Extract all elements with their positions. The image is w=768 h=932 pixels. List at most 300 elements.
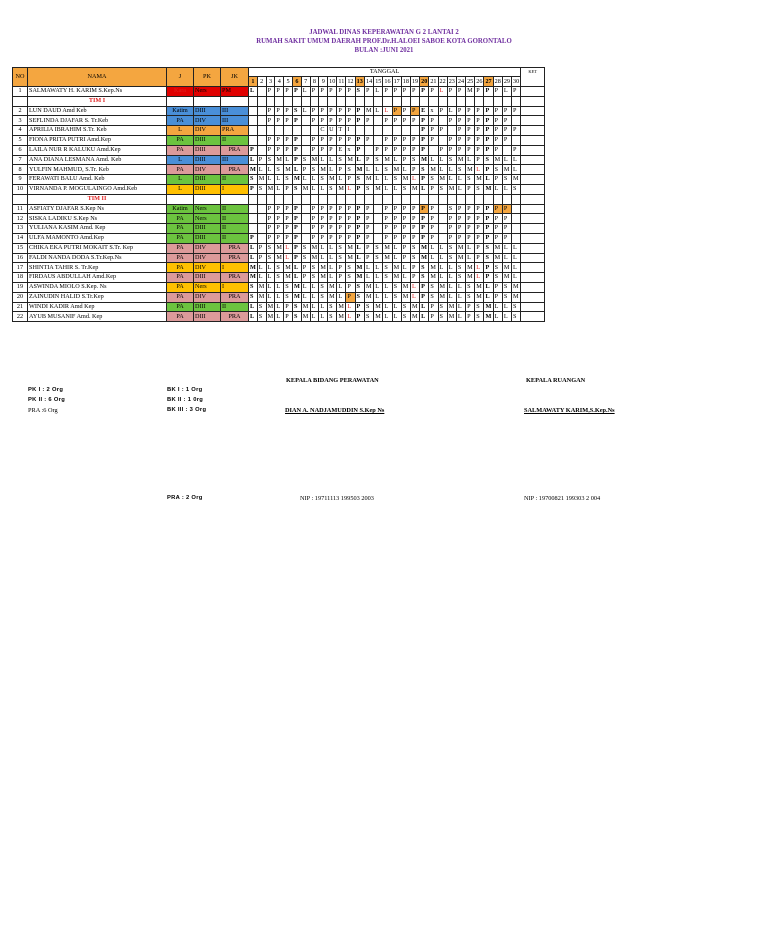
shift-cell: P bbox=[328, 233, 337, 243]
shift-cell: L bbox=[456, 292, 465, 302]
shift-cell: L bbox=[257, 273, 266, 283]
shift-cell: P bbox=[328, 214, 337, 224]
shift-cell: P bbox=[420, 175, 429, 185]
shift-cell: L bbox=[284, 243, 293, 253]
shift-cell: P bbox=[301, 165, 310, 175]
jenjang-cell: III bbox=[221, 116, 249, 126]
shift-cell: P bbox=[355, 224, 365, 234]
nurse-name: CHIKA EKA PUTRI MOKAIT S.Tr. Kep bbox=[28, 243, 167, 253]
row-number: 12 bbox=[13, 214, 28, 224]
shift-cell: P bbox=[392, 224, 401, 234]
pendidikan-cell: DIII bbox=[194, 233, 221, 243]
shift-cell: C bbox=[319, 126, 328, 136]
jenjang-cell: II bbox=[221, 175, 249, 185]
shift-cell bbox=[512, 135, 521, 145]
shift-cell: P bbox=[310, 87, 319, 97]
shift-cell: x bbox=[346, 145, 355, 155]
jabatan-cell: PA bbox=[167, 302, 194, 312]
shift-cell: L bbox=[249, 253, 258, 263]
shift-cell bbox=[438, 224, 447, 234]
shift-cell: S bbox=[319, 282, 328, 292]
shift-cell: S bbox=[292, 302, 301, 312]
shift-cell: L bbox=[292, 165, 301, 175]
shift-cell: S bbox=[284, 175, 293, 185]
jenjang-cell: PM bbox=[221, 87, 249, 97]
shift-cell: S bbox=[249, 282, 258, 292]
day-header: 16 bbox=[384, 77, 391, 85]
shift-cell: x bbox=[429, 106, 438, 116]
shift-cell: L bbox=[392, 253, 401, 263]
row-number: 14 bbox=[13, 233, 28, 243]
shift-cell: M bbox=[512, 282, 521, 292]
shift-cell: P bbox=[410, 204, 419, 214]
row-number: 15 bbox=[13, 243, 28, 253]
shift-cell: S bbox=[257, 312, 266, 322]
shift-cell: L bbox=[284, 253, 293, 263]
shift-cell: M bbox=[493, 253, 502, 263]
shift-cell: L bbox=[392, 302, 401, 312]
shift-cell: P bbox=[346, 116, 355, 126]
shift-cell: L bbox=[438, 155, 447, 165]
shift-cell: L bbox=[383, 106, 392, 116]
shift-cell: S bbox=[392, 292, 401, 302]
shift-cell: P bbox=[319, 145, 328, 155]
jenjang-cell: PRA bbox=[221, 126, 249, 136]
shift-cell: L bbox=[429, 253, 438, 263]
shift-cell: M bbox=[392, 165, 401, 175]
shift-cell: M bbox=[293, 175, 300, 183]
shift-cell: P bbox=[392, 135, 401, 145]
day-header: 26 bbox=[476, 77, 483, 85]
nurse-row bbox=[13, 165, 545, 175]
shift-cell: P bbox=[484, 87, 493, 97]
shift-cell: P bbox=[410, 165, 419, 175]
shift-cell bbox=[374, 214, 383, 224]
jabatan-cell: PA bbox=[167, 233, 194, 243]
shift-cell: L bbox=[374, 165, 383, 175]
shift-cell bbox=[249, 214, 258, 224]
shift-cell: L bbox=[346, 184, 355, 194]
header-nama: NAMA bbox=[28, 68, 167, 87]
shift-cell: S bbox=[328, 184, 337, 194]
shift-cell: P bbox=[292, 135, 301, 145]
shift-cell: P bbox=[420, 135, 429, 145]
shift-cell: P bbox=[466, 126, 475, 136]
shift-cell: P bbox=[493, 214, 502, 224]
shift-cell: P bbox=[456, 233, 465, 243]
shift-cell: L bbox=[420, 302, 429, 312]
shift-cell: P bbox=[392, 145, 401, 155]
shift-cell bbox=[301, 233, 310, 243]
day-header: 9 bbox=[319, 77, 328, 87]
shift-cell: P bbox=[275, 214, 284, 224]
jenjang-cell: II bbox=[221, 135, 249, 145]
shift-cell: I bbox=[346, 126, 355, 136]
shift-cell: M bbox=[293, 283, 300, 291]
shift-cell: L bbox=[310, 175, 319, 185]
shift-cell: M bbox=[485, 185, 492, 193]
shift-cell: L bbox=[301, 87, 310, 97]
shift-cell: P bbox=[310, 214, 319, 224]
shift-cell: P bbox=[337, 233, 346, 243]
shift-cell: P bbox=[420, 145, 429, 155]
jabatan-cell: PA bbox=[167, 116, 194, 126]
shift-cell: S bbox=[292, 106, 301, 116]
shift-cell: M bbox=[493, 243, 502, 253]
shift-cell: M bbox=[475, 175, 484, 185]
title-line-3: BULAN :JUNI 2021 bbox=[354, 47, 414, 54]
shift-cell: S bbox=[365, 302, 374, 312]
shift-cell: L bbox=[275, 184, 284, 194]
shift-cell: L bbox=[512, 155, 521, 165]
shift-cell: S bbox=[365, 312, 374, 322]
pendidikan-cell: DIV bbox=[194, 292, 221, 302]
bk1-count: BK I : 1 Org bbox=[167, 387, 203, 393]
shift-cell bbox=[374, 204, 383, 214]
row-number: 2 bbox=[13, 106, 28, 116]
shift-cell bbox=[383, 126, 392, 136]
day-header: 29 bbox=[503, 77, 511, 85]
shift-cell: L bbox=[512, 273, 521, 283]
shift-cell: L bbox=[249, 302, 258, 312]
shift-cell bbox=[257, 126, 266, 136]
shift-cell: S bbox=[346, 273, 355, 283]
shift-cell: P bbox=[475, 224, 484, 234]
shift-cell: P bbox=[328, 87, 337, 97]
shift-cell: P bbox=[346, 175, 355, 185]
shift-cell: S bbox=[337, 253, 346, 263]
shift-cell: M bbox=[429, 273, 438, 283]
shift-cell: P bbox=[484, 135, 493, 145]
nip-ruangan: NIP : 19700821 199303 2 004 bbox=[524, 495, 601, 502]
row-number: 19 bbox=[13, 282, 28, 292]
shift-cell: M bbox=[267, 185, 274, 193]
shift-cell: S bbox=[493, 263, 502, 273]
shift-cell: S bbox=[401, 184, 410, 194]
shift-cell: S bbox=[266, 243, 275, 253]
shift-cell: P bbox=[484, 263, 493, 273]
shift-cell: L bbox=[484, 282, 493, 292]
shift-cell: S bbox=[484, 155, 493, 165]
shift-cell: P bbox=[456, 87, 465, 97]
shift-cell bbox=[401, 126, 410, 136]
shift-cell: P bbox=[365, 87, 374, 97]
shift-cell: S bbox=[456, 165, 465, 175]
shift-cell: P bbox=[502, 224, 511, 234]
shift-cell: P bbox=[401, 224, 410, 234]
shift-cell: P bbox=[475, 155, 484, 165]
pendidikan-cell: DIII bbox=[194, 145, 221, 155]
shift-cell: P bbox=[410, 233, 419, 243]
schedule-title bbox=[0, 28, 768, 55]
shift-cell: L bbox=[319, 312, 328, 322]
shift-cell: P bbox=[337, 87, 346, 97]
shift-cell: L bbox=[275, 282, 284, 292]
shift-cell: P bbox=[410, 106, 419, 116]
shift-cell: P bbox=[420, 87, 429, 97]
day-header: 20 bbox=[421, 77, 428, 85]
nurse-name: YULIANA KASIM Amd. Kep bbox=[28, 224, 167, 234]
shift-cell: M bbox=[383, 243, 392, 253]
shift-cell: L bbox=[337, 292, 346, 302]
shift-cell: M bbox=[421, 155, 427, 163]
shift-cell: P bbox=[456, 204, 465, 214]
shift-cell: P bbox=[493, 106, 502, 116]
shift-cell: P bbox=[429, 233, 438, 243]
jenjang-cell: PRA bbox=[221, 273, 249, 283]
shift-cell: L bbox=[466, 155, 475, 165]
shift-cell: M bbox=[429, 263, 438, 273]
jenjang-cell: III bbox=[221, 155, 249, 165]
nurse-name: SISKA LADIKU S.Kep Ns bbox=[28, 214, 167, 224]
shift-cell: S bbox=[392, 175, 401, 185]
day-header: 23 bbox=[448, 77, 455, 85]
shift-cell: P bbox=[502, 106, 511, 116]
shift-cell: P bbox=[493, 126, 502, 136]
ket-cell bbox=[521, 87, 545, 97]
shift-cell: S bbox=[292, 184, 301, 194]
nurse-row bbox=[13, 204, 545, 214]
nurse-name: ZAINUDIN HALID S.Tr.Kep bbox=[28, 292, 167, 302]
shift-cell: M bbox=[311, 244, 318, 252]
shift-cell: T bbox=[337, 126, 346, 136]
shift-cell: S bbox=[456, 263, 465, 273]
shift-cell: P bbox=[401, 204, 410, 214]
shift-cell: L bbox=[365, 273, 374, 283]
shift-cell: P bbox=[429, 204, 438, 214]
pendidikan-cell: Ners bbox=[194, 282, 221, 292]
shift-cell: E bbox=[420, 106, 429, 116]
shift-cell: L bbox=[301, 292, 310, 302]
shift-cell: M bbox=[250, 273, 256, 281]
shift-cell: P bbox=[365, 224, 374, 234]
shift-cell: P bbox=[484, 116, 493, 126]
shift-cell: P bbox=[266, 87, 275, 97]
jenjang-cell: PRA bbox=[221, 253, 249, 263]
shift-cell: M bbox=[466, 165, 475, 175]
shift-cell: S bbox=[502, 292, 511, 302]
shift-cell: L bbox=[284, 155, 293, 165]
ket-cell bbox=[521, 165, 545, 175]
shift-cell: S bbox=[374, 253, 383, 263]
day-header: 24 bbox=[457, 77, 465, 85]
day-header: 28 bbox=[494, 77, 501, 85]
shift-cell: M bbox=[475, 282, 484, 292]
team-label: TIM I bbox=[28, 96, 167, 106]
shift-cell: S bbox=[301, 253, 310, 263]
shift-cell: P bbox=[310, 204, 319, 214]
shift-cell: P bbox=[284, 214, 293, 224]
shift-cell: L bbox=[249, 155, 258, 165]
shift-cell: S bbox=[374, 243, 383, 253]
shift-cell: P bbox=[429, 116, 438, 126]
day-header: 11 bbox=[338, 77, 345, 85]
shift-cell: M bbox=[328, 282, 337, 292]
shift-cell: L bbox=[392, 155, 401, 165]
nurse-name: SALMAWATY H. KARIM S.Kep.Ns bbox=[28, 87, 167, 97]
shift-cell: S bbox=[447, 253, 456, 263]
row-number: 3 bbox=[13, 116, 28, 126]
shift-cell bbox=[310, 126, 319, 136]
shift-cell: L bbox=[502, 87, 511, 97]
shift-cell: S bbox=[284, 292, 293, 302]
shift-cell: L bbox=[374, 87, 383, 97]
nurse-name: ANA DIANA LESMANA Amd. Keb bbox=[28, 155, 167, 165]
pk1-count: PK I : 2 Org bbox=[28, 387, 64, 393]
shift-cell: L bbox=[447, 282, 456, 292]
shift-cell: P bbox=[383, 116, 392, 126]
ket-cell bbox=[521, 273, 545, 283]
day-header: 4 bbox=[275, 77, 284, 87]
shift-cell: S bbox=[374, 155, 383, 165]
pendidikan-cell: Ners bbox=[194, 204, 221, 214]
shift-cell: L bbox=[429, 243, 438, 253]
shift-cell: S bbox=[466, 292, 475, 302]
shift-cell: P bbox=[365, 204, 374, 214]
shift-cell bbox=[355, 126, 365, 136]
shift-cell: P bbox=[475, 116, 484, 126]
shift-cell: S bbox=[383, 273, 392, 283]
shift-cell: M bbox=[438, 175, 447, 185]
shift-cell: P bbox=[266, 214, 275, 224]
shift-cell: P bbox=[410, 116, 419, 126]
shift-cell: P bbox=[266, 135, 275, 145]
shift-cell bbox=[512, 233, 521, 243]
shift-cell bbox=[512, 214, 521, 224]
shift-cell: P bbox=[401, 145, 410, 155]
shift-cell: P bbox=[275, 233, 284, 243]
nurse-row bbox=[13, 263, 545, 273]
shift-cell: P bbox=[275, 87, 284, 97]
shift-cell: P bbox=[475, 243, 484, 253]
shift-cell: S bbox=[365, 184, 374, 194]
shift-cell: M bbox=[355, 273, 365, 283]
shift-cell: P bbox=[337, 273, 346, 283]
day-header: 21 bbox=[430, 77, 437, 85]
shift-cell: S bbox=[310, 273, 319, 283]
shift-cell: P bbox=[337, 204, 346, 214]
shift-cell: L bbox=[310, 302, 319, 312]
ket-cell bbox=[521, 302, 545, 312]
shift-cell: P bbox=[466, 145, 475, 155]
shift-cell: M bbox=[456, 253, 465, 263]
shift-cell bbox=[301, 204, 310, 214]
header-no: NO bbox=[13, 68, 28, 87]
shift-cell: P bbox=[292, 233, 301, 243]
shift-cell: P bbox=[447, 135, 456, 145]
shift-cell: P bbox=[429, 184, 438, 194]
nurse-row bbox=[13, 273, 545, 283]
shift-cell: P bbox=[310, 145, 319, 155]
shift-cell: P bbox=[466, 135, 475, 145]
shift-cell: P bbox=[466, 312, 475, 322]
ket-cell bbox=[521, 106, 545, 116]
shift-cell: S bbox=[438, 312, 447, 322]
shift-cell: L bbox=[410, 282, 419, 292]
shift-cell: P bbox=[275, 116, 284, 126]
shift-cell: M bbox=[258, 283, 265, 291]
shift-cell: P bbox=[337, 224, 346, 234]
jabatan-cell: L bbox=[167, 175, 194, 185]
day-header: 3 bbox=[266, 77, 275, 87]
shift-cell: L bbox=[374, 282, 383, 292]
shift-cell: P bbox=[346, 233, 355, 243]
shift-cell: P bbox=[475, 204, 484, 214]
shift-cell bbox=[249, 126, 258, 136]
jabatan-cell: PA bbox=[167, 214, 194, 224]
shift-cell: P bbox=[319, 116, 328, 126]
nurse-name: FERAWATI BALU Amd. Keb bbox=[28, 175, 167, 185]
shift-cell: L bbox=[512, 263, 521, 273]
shift-cell: P bbox=[319, 233, 328, 243]
shift-cell: L bbox=[392, 184, 401, 194]
shift-cell: P bbox=[512, 145, 521, 155]
shift-cell: P bbox=[301, 273, 310, 283]
shift-cell: L bbox=[374, 292, 383, 302]
shift-cell: P bbox=[392, 214, 401, 224]
shift-cell: M bbox=[438, 292, 447, 302]
shift-cell: S bbox=[420, 263, 429, 273]
shift-cell: L bbox=[275, 175, 284, 185]
shift-cell: M bbox=[302, 312, 309, 320]
shift-cell: S bbox=[447, 155, 456, 165]
pendidikan-cell: DIV bbox=[194, 116, 221, 126]
shift-cell: P bbox=[365, 155, 374, 165]
shift-cell: L bbox=[447, 165, 456, 175]
shift-cell: L bbox=[275, 302, 284, 312]
shift-cell: L bbox=[456, 175, 465, 185]
shift-cell: M bbox=[447, 312, 456, 322]
shift-cell: L bbox=[512, 253, 521, 263]
shift-cell: P bbox=[410, 145, 419, 155]
pendidikan-cell: DIII bbox=[194, 273, 221, 283]
shift-cell: P bbox=[275, 106, 284, 116]
shift-cell: M bbox=[392, 273, 401, 283]
shift-cell: P bbox=[512, 87, 521, 97]
shift-cell: P bbox=[447, 87, 456, 97]
shift-cell bbox=[365, 145, 374, 155]
shift-cell: P bbox=[420, 282, 429, 292]
shift-cell: L bbox=[275, 312, 284, 322]
shift-cell: M bbox=[502, 263, 511, 273]
shift-cell: L bbox=[319, 302, 328, 312]
pendidikan-cell: DIII bbox=[194, 312, 221, 322]
pendidikan-cell: DIV bbox=[194, 243, 221, 253]
shift-cell: L bbox=[401, 165, 410, 175]
shift-cell bbox=[301, 135, 310, 145]
shift-cell: P bbox=[429, 135, 438, 145]
jenjang-cell: I bbox=[221, 282, 249, 292]
shift-cell bbox=[374, 224, 383, 234]
day-header: 5 bbox=[284, 77, 293, 87]
shift-cell bbox=[257, 116, 266, 126]
jabatan-cell: PA bbox=[167, 273, 194, 283]
shift-cell: P bbox=[493, 282, 502, 292]
shift-cell: L bbox=[456, 282, 465, 292]
shift-cell bbox=[249, 224, 258, 234]
nurse-row bbox=[13, 135, 545, 145]
shift-cell: M bbox=[250, 165, 256, 173]
shift-cell: P bbox=[456, 135, 465, 145]
shift-cell bbox=[257, 135, 266, 145]
shift-cell: P bbox=[401, 87, 410, 97]
shift-cell: L bbox=[266, 175, 275, 185]
shift-cell: P bbox=[346, 224, 355, 234]
shift-cell: S bbox=[438, 184, 447, 194]
shift-cell: S bbox=[355, 292, 365, 302]
shift-cell: P bbox=[475, 233, 484, 243]
shift-cell: S bbox=[484, 243, 493, 253]
